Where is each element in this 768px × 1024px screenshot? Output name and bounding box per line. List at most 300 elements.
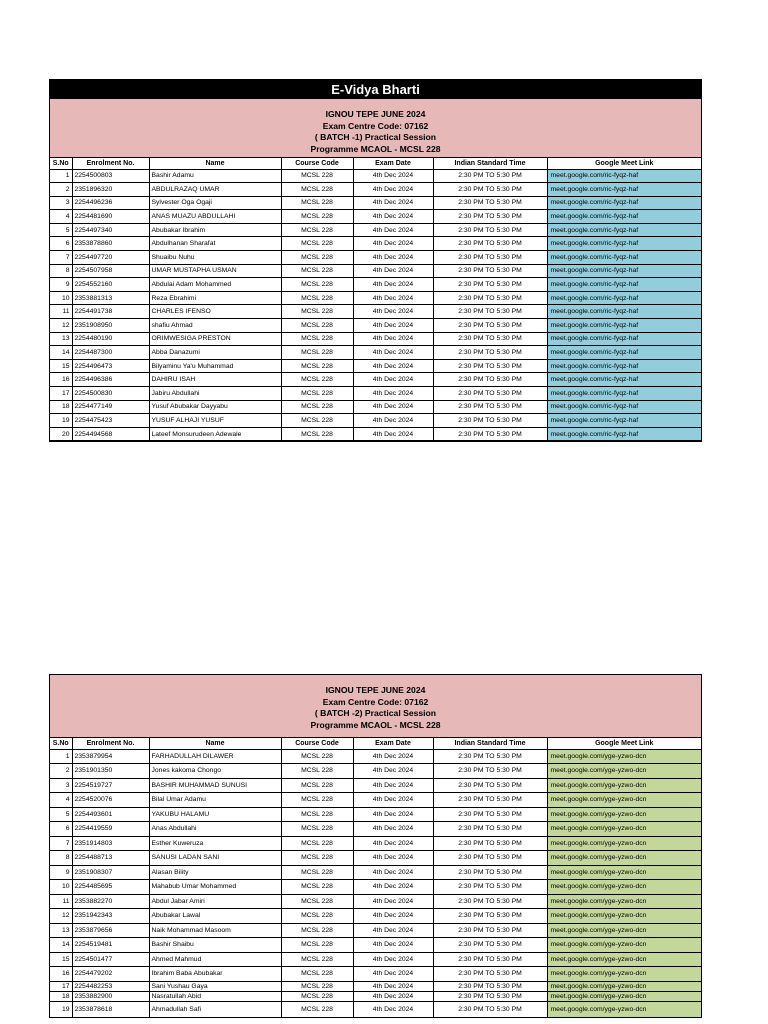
cell-exam-time: 2:30 PM TO 5:30 PM: [433, 991, 547, 1001]
cell-sno: 5: [50, 223, 72, 237]
cell-student-name: ANAS MUAZU ABDULLAHI: [149, 210, 281, 224]
cell-student-name: Ibrahim Baba Abubakar: [149, 967, 281, 982]
cell-exam-time: 2:30 PM TO 5:30 PM: [433, 822, 547, 837]
col-header-enrolment: Enrolment No.: [72, 738, 149, 749]
cell-enrolment-no: 2254480190: [72, 332, 149, 346]
cell-exam-time: 2:30 PM TO 5:30 PM: [433, 359, 547, 373]
col-header-name: Name: [149, 738, 281, 749]
cell-student-name: Esther Kuweruza: [149, 836, 281, 851]
cell-student-name: Naik Mohammad Masoom: [149, 923, 281, 938]
table-row: [50, 169, 701, 183]
cell-enrolment-no: 2353878618: [72, 1001, 149, 1017]
table-header-row: [50, 158, 701, 169]
cell-sno: 15: [50, 952, 72, 967]
cell-exam-date: 4th Dec 2024: [353, 764, 433, 779]
cell-enrolment-no: 2254487300: [72, 346, 149, 360]
cell-meet-link[interactable]: meet.google.com/ric-fyqz-haf: [547, 332, 701, 346]
cell-exam-date: 4th Dec 2024: [353, 373, 433, 387]
cell-enrolment-no: 2353881313: [72, 291, 149, 305]
cell-exam-time: 2:30 PM TO 5:30 PM: [433, 836, 547, 851]
cell-exam-date: 4th Dec 2024: [353, 278, 433, 292]
cell-course-code: MCSL 228: [281, 1001, 353, 1017]
batch1-header: [50, 99, 701, 158]
cell-sno: 4: [50, 210, 72, 224]
table-row: [50, 880, 701, 895]
cell-exam-time: 2:30 PM TO 5:30 PM: [433, 865, 547, 880]
cell-exam-date: 4th Dec 2024: [353, 938, 433, 953]
cell-student-name: Ahmed Mahmud: [149, 952, 281, 967]
cell-exam-date: 4th Dec 2024: [353, 793, 433, 808]
cell-meet-link[interactable]: meet.google.com/yge-yzwo-dcn: [547, 991, 701, 1001]
cell-course-code: MCSL 228: [281, 793, 353, 808]
cell-meet-link[interactable]: meet.google.com/yge-yzwo-dcn: [547, 764, 701, 779]
cell-student-name: Nasratullah Abid: [149, 991, 281, 1001]
cell-enrolment-no: 2353878860: [72, 237, 149, 251]
batch1-table: [50, 158, 701, 441]
cell-student-name: Jones kakoma Chongo: [149, 764, 281, 779]
table-row: [50, 319, 701, 333]
table-row: [50, 251, 701, 265]
cell-sno: 7: [50, 251, 72, 265]
col-header-course-code: Course Code: [281, 158, 353, 169]
table-row: [50, 749, 701, 764]
cell-course-code: MCSL 228: [281, 346, 353, 360]
cell-exam-time: 2:30 PM TO 5:30 PM: [433, 223, 547, 237]
cell-sno: 17: [50, 981, 72, 991]
cell-sno: 13: [50, 332, 72, 346]
cell-enrolment-no: 2254488713: [72, 851, 149, 866]
cell-enrolment-no: 2254496236: [72, 196, 149, 210]
cell-course-code: MCSL 228: [281, 749, 353, 764]
cell-exam-time: 2:30 PM TO 5:30 PM: [433, 749, 547, 764]
cell-exam-date: 4th Dec 2024: [353, 223, 433, 237]
cell-exam-time: 2:30 PM TO 5:30 PM: [433, 909, 547, 924]
cell-sno: 18: [50, 991, 72, 1001]
cell-meet-link[interactable]: meet.google.com/ric-fyqz-haf: [547, 169, 701, 183]
cell-exam-time: 2:30 PM TO 5:30 PM: [433, 319, 547, 333]
cell-meet-link[interactable]: meet.google.com/ric-fyqz-haf: [547, 387, 701, 401]
cell-sno: 14: [50, 346, 72, 360]
cell-course-code: MCSL 228: [281, 183, 353, 197]
table-row: [50, 807, 701, 822]
cell-student-name: shafiu Ahmad: [149, 319, 281, 333]
cell-enrolment-no: 2254520076: [72, 793, 149, 808]
cell-student-name: Anas Abdullahi: [149, 822, 281, 837]
cell-enrolment-no: 2351914803: [72, 836, 149, 851]
cell-sno: 12: [50, 909, 72, 924]
header-line-exam: IGNOU TEPE JUNE 2024: [325, 685, 426, 695]
cell-sno: 2: [50, 183, 72, 197]
cell-enrolment-no: 2351901350: [72, 764, 149, 779]
cell-student-name: Lateef Monsurudeen Adewale: [149, 427, 281, 441]
cell-course-code: MCSL 228: [281, 264, 353, 278]
cell-enrolment-no: 2254500830: [72, 387, 149, 401]
table-row: [50, 991, 701, 1001]
cell-exam-date: 4th Dec 2024: [353, 807, 433, 822]
batch2-rows: [50, 749, 701, 1017]
cell-meet-link[interactable]: meet.google.com/yge-yzwo-dcn: [547, 938, 701, 953]
cell-meet-link[interactable]: meet.google.com/yge-yzwo-dcn: [547, 822, 701, 837]
cell-student-name: UMAR MUSTAPHA USMAN: [149, 264, 281, 278]
cell-course-code: MCSL 228: [281, 836, 353, 851]
cell-meet-link[interactable]: meet.google.com/yge-yzwo-dcn: [547, 952, 701, 967]
table-row: [50, 210, 701, 224]
cell-student-name: Bilyaminu Ya'u Muhammad: [149, 359, 281, 373]
cell-exam-date: 4th Dec 2024: [353, 836, 433, 851]
cell-exam-date: 4th Dec 2024: [353, 400, 433, 414]
cell-student-name: BASHIR MUHAMMAD SUNUSI: [149, 778, 281, 793]
table-row: [50, 183, 701, 197]
table-row: [50, 278, 701, 292]
cell-student-name: Jabiru Abdullahi: [149, 387, 281, 401]
cell-course-code: MCSL 228: [281, 278, 353, 292]
cell-exam-date: 4th Dec 2024: [353, 305, 433, 319]
col-header-ist: Indian Standard Time: [433, 738, 547, 749]
cell-exam-date: 4th Dec 2024: [353, 291, 433, 305]
cell-enrolment-no: 2254494568: [72, 427, 149, 441]
cell-student-name: Ahmadullah Safi: [149, 1001, 281, 1017]
cell-enrolment-no: 2254496473: [72, 359, 149, 373]
cell-student-name: Abubakar Ibrahim: [149, 223, 281, 237]
cell-student-name: ABDULRAZAQ UMAR: [149, 183, 281, 197]
cell-meet-link[interactable]: meet.google.com/yge-yzwo-dcn: [547, 851, 701, 866]
cell-exam-date: 4th Dec 2024: [353, 981, 433, 991]
cell-exam-time: 2:30 PM TO 5:30 PM: [433, 251, 547, 265]
cell-enrolment-no: 2353882900: [72, 991, 149, 1001]
cell-sno: 3: [50, 778, 72, 793]
cell-exam-date: 4th Dec 2024: [353, 169, 433, 183]
cell-sno: 11: [50, 305, 72, 319]
cell-course-code: MCSL 228: [281, 778, 353, 793]
cell-enrolment-no: 2254501477: [72, 952, 149, 967]
cell-meet-link[interactable]: meet.google.com/yge-yzwo-dcn: [547, 836, 701, 851]
table-row: [50, 373, 701, 387]
cell-meet-link[interactable]: meet.google.com/ric-fyqz-haf: [547, 278, 701, 292]
cell-sno: 1: [50, 169, 72, 183]
cell-enrolment-no: 2254519481: [72, 938, 149, 953]
table-row: [50, 865, 701, 880]
cell-meet-link[interactable]: meet.google.com/ric-fyqz-haf: [547, 251, 701, 265]
cell-exam-time: 2:30 PM TO 5:30 PM: [433, 967, 547, 982]
cell-exam-date: 4th Dec 2024: [353, 923, 433, 938]
cell-meet-link[interactable]: meet.google.com/yge-yzwo-dcn: [547, 894, 701, 909]
cell-exam-date: 4th Dec 2024: [353, 952, 433, 967]
cell-exam-date: 4th Dec 2024: [353, 196, 433, 210]
cell-exam-date: 4th Dec 2024: [353, 822, 433, 837]
cell-enrolment-no: 2351896320: [72, 183, 149, 197]
cell-course-code: MCSL 228: [281, 332, 353, 346]
cell-meet-link[interactable]: meet.google.com/ric-fyqz-haf: [547, 264, 701, 278]
cell-exam-date: 4th Dec 2024: [353, 332, 433, 346]
cell-enrolment-no: 2254481690: [72, 210, 149, 224]
cell-enrolment-no: 2254493601: [72, 807, 149, 822]
header-line-exam: IGNOU TEPE JUNE 2024: [325, 109, 426, 119]
table-row: [50, 223, 701, 237]
cell-sno: 1: [50, 749, 72, 764]
cell-student-name: FARHADULLAH DILAWER: [149, 749, 281, 764]
cell-exam-date: 4th Dec 2024: [353, 909, 433, 924]
cell-sno: 19: [50, 414, 72, 428]
cell-sno: 16: [50, 967, 72, 982]
cell-meet-link[interactable]: meet.google.com/yge-yzwo-dcn: [547, 909, 701, 924]
cell-enrolment-no: 2254497340: [72, 223, 149, 237]
col-header-exam-date: Exam Date: [353, 738, 433, 749]
cell-exam-time: 2:30 PM TO 5:30 PM: [433, 807, 547, 822]
cell-meet-link[interactable]: meet.google.com/ric-fyqz-haf: [547, 427, 701, 441]
table-row: [50, 237, 701, 251]
cell-exam-time: 2:30 PM TO 5:30 PM: [433, 981, 547, 991]
cell-course-code: MCSL 228: [281, 359, 353, 373]
cell-exam-time: 2:30 PM TO 5:30 PM: [433, 793, 547, 808]
cell-meet-link[interactable]: meet.google.com/yge-yzwo-dcn: [547, 749, 701, 764]
cell-course-code: MCSL 228: [281, 223, 353, 237]
cell-student-name: CHARLES IFENSO: [149, 305, 281, 319]
table-row: [50, 414, 701, 428]
cell-student-name: ORIMWESIGA PRESTON: [149, 332, 281, 346]
table-row: [50, 909, 701, 924]
cell-exam-time: 2:30 PM TO 5:30 PM: [433, 764, 547, 779]
cell-exam-date: 4th Dec 2024: [353, 346, 433, 360]
cell-exam-time: 2:30 PM TO 5:30 PM: [433, 880, 547, 895]
cell-meet-link[interactable]: meet.google.com/yge-yzwo-dcn: [547, 1001, 701, 1017]
cell-meet-link[interactable]: meet.google.com/ric-fyqz-haf: [547, 319, 701, 333]
cell-meet-link[interactable]: meet.google.com/ric-fyqz-haf: [547, 291, 701, 305]
cell-student-name: Alasan Bility: [149, 865, 281, 880]
cell-exam-time: 2:30 PM TO 5:30 PM: [433, 952, 547, 967]
cell-sno: 16: [50, 373, 72, 387]
cell-exam-time: 2:30 PM TO 5:30 PM: [433, 387, 547, 401]
cell-course-code: MCSL 228: [281, 967, 353, 982]
cell-meet-link[interactable]: meet.google.com/ric-fyqz-haf: [547, 305, 701, 319]
cell-student-name: Abdul Jabar Amiri: [149, 894, 281, 909]
cell-student-name: Reza Ebrahimi: [149, 291, 281, 305]
cell-exam-time: 2:30 PM TO 5:30 PM: [433, 427, 547, 441]
cell-course-code: MCSL 228: [281, 196, 353, 210]
cell-course-code: MCSL 228: [281, 880, 353, 895]
cell-course-code: MCSL 228: [281, 387, 353, 401]
cell-exam-time: 2:30 PM TO 5:30 PM: [433, 332, 547, 346]
cell-enrolment-no: 2351908307: [72, 865, 149, 880]
col-header-course-code: Course Code: [281, 738, 353, 749]
header-line-batch: ( BATCH -1) Practical Session: [314, 132, 437, 143]
cell-student-name: Shuaibu Nuhu: [149, 251, 281, 265]
cell-sno: 19: [50, 1001, 72, 1017]
cell-sno: 3: [50, 196, 72, 210]
cell-enrolment-no: 2254475423: [72, 414, 149, 428]
cell-student-name: Abdulai Adam Mohammed: [149, 278, 281, 292]
cell-enrolment-no: 2353879656: [72, 923, 149, 938]
cell-meet-link[interactable]: meet.google.com/ric-fyqz-haf: [547, 359, 701, 373]
cell-enrolment-no: 2254507958: [72, 264, 149, 278]
cell-enrolment-no: 2254519727: [72, 778, 149, 793]
col-header-name: Name: [149, 158, 281, 169]
cell-exam-date: 4th Dec 2024: [353, 894, 433, 909]
cell-student-name: DAHIRU ISAH: [149, 373, 281, 387]
cell-student-name: Abdulhanan Sharafat: [149, 237, 281, 251]
cell-sno: 4: [50, 793, 72, 808]
cell-exam-date: 4th Dec 2024: [353, 387, 433, 401]
brand-title: E-Vidya Bharti: [50, 80, 701, 99]
cell-enrolment-no: 2254497720: [72, 251, 149, 265]
cell-course-code: MCSL 228: [281, 210, 353, 224]
batch1-rows: [50, 169, 701, 441]
cell-exam-time: 2:30 PM TO 5:30 PM: [433, 183, 547, 197]
header-line-centre: Exam Centre Code: 07162: [322, 120, 429, 131]
cell-course-code: MCSL 228: [281, 400, 353, 414]
cell-student-name: Sylvester Oga Ogaji: [149, 196, 281, 210]
cell-exam-date: 4th Dec 2024: [353, 427, 433, 441]
cell-exam-date: 4th Dec 2024: [353, 237, 433, 251]
cell-exam-time: 2:30 PM TO 5:30 PM: [433, 894, 547, 909]
cell-exam-date: 4th Dec 2024: [353, 778, 433, 793]
col-header-meet-link: Google Meet Link: [547, 158, 701, 169]
cell-meet-link[interactable]: meet.google.com/ric-fyqz-haf: [547, 223, 701, 237]
header-line-batch: ( BATCH -2) Practical Session: [314, 708, 437, 719]
cell-meet-link[interactable]: meet.google.com/yge-yzwo-dcn: [547, 880, 701, 895]
cell-sno: 10: [50, 880, 72, 895]
cell-enrolment-no: 2254491738: [72, 305, 149, 319]
cell-meet-link[interactable]: meet.google.com/yge-yzwo-dcn: [547, 807, 701, 822]
cell-enrolment-no: 2351942343: [72, 909, 149, 924]
cell-meet-link[interactable]: meet.google.com/yge-yzwo-dcn: [547, 981, 701, 991]
cell-student-name: Mahabub Umar Mohammed: [149, 880, 281, 895]
cell-course-code: MCSL 228: [281, 373, 353, 387]
table-row: [50, 387, 701, 401]
col-header-sno: S.No: [50, 738, 72, 749]
cell-sno: 13: [50, 923, 72, 938]
cell-student-name: Bilal Umar Adamu: [149, 793, 281, 808]
cell-course-code: MCSL 228: [281, 923, 353, 938]
cell-sno: 8: [50, 264, 72, 278]
cell-exam-date: 4th Dec 2024: [353, 414, 433, 428]
cell-exam-time: 2:30 PM TO 5:30 PM: [433, 778, 547, 793]
cell-course-code: MCSL 228: [281, 764, 353, 779]
batch2-table: [50, 738, 701, 1018]
col-header-enrolment: Enrolment No.: [72, 158, 149, 169]
cell-exam-time: 2:30 PM TO 5:30 PM: [433, 278, 547, 292]
cell-enrolment-no: 2254477149: [72, 400, 149, 414]
table-row: [50, 427, 701, 441]
table-row: [50, 967, 701, 982]
table-row: [50, 952, 701, 967]
cell-exam-time: 2:30 PM TO 5:30 PM: [433, 237, 547, 251]
cell-sno: 6: [50, 237, 72, 251]
cell-sno: 7: [50, 836, 72, 851]
cell-meet-link[interactable]: meet.google.com/ric-fyqz-haf: [547, 183, 701, 197]
cell-exam-time: 2:30 PM TO 5:30 PM: [433, 923, 547, 938]
cell-student-name: Abubakar Lawal: [149, 909, 281, 924]
table-row: [50, 836, 701, 851]
cell-exam-time: 2:30 PM TO 5:30 PM: [433, 264, 547, 278]
cell-exam-date: 4th Dec 2024: [353, 749, 433, 764]
cell-meet-link[interactable]: meet.google.com/ric-fyqz-haf: [547, 346, 701, 360]
table-row: [50, 793, 701, 808]
cell-exam-date: 4th Dec 2024: [353, 1001, 433, 1017]
cell-meet-link[interactable]: meet.google.com/yge-yzwo-dcn: [547, 865, 701, 880]
cell-exam-date: 4th Dec 2024: [353, 991, 433, 1001]
cell-course-code: MCSL 228: [281, 865, 353, 880]
table-row: [50, 1001, 701, 1017]
header-line-programme: Programme MCAOL - MCSL 228: [310, 719, 441, 730]
cell-course-code: MCSL 228: [281, 851, 353, 866]
cell-exam-time: 2:30 PM TO 5:30 PM: [433, 414, 547, 428]
cell-student-name: SANUSI LADAN SANI: [149, 851, 281, 866]
col-header-ist: Indian Standard Time: [433, 158, 547, 169]
cell-meet-link[interactable]: meet.google.com/ric-fyqz-haf: [547, 210, 701, 224]
cell-sno: 15: [50, 359, 72, 373]
cell-sno: 5: [50, 807, 72, 822]
cell-meet-link[interactable]: meet.google.com/ric-fyqz-haf: [547, 400, 701, 414]
cell-meet-link[interactable]: meet.google.com/ric-fyqz-haf: [547, 414, 701, 428]
cell-meet-link[interactable]: meet.google.com/yge-yzwo-dcn: [547, 778, 701, 793]
cell-student-name: Bashir Shaibu: [149, 938, 281, 953]
table-row: [50, 291, 701, 305]
cell-enrolment-no: 2353882270: [72, 894, 149, 909]
table-row: [50, 938, 701, 953]
cell-meet-link[interactable]: meet.google.com/yge-yzwo-dcn: [547, 923, 701, 938]
cell-meet-link[interactable]: meet.google.com/ric-fyqz-haf: [547, 196, 701, 210]
cell-exam-date: 4th Dec 2024: [353, 865, 433, 880]
table-row: [50, 822, 701, 837]
cell-course-code: MCSL 228: [281, 414, 353, 428]
cell-course-code: MCSL 228: [281, 991, 353, 1001]
cell-student-name: Bashir Adamu: [149, 169, 281, 183]
cell-exam-date: 4th Dec 2024: [353, 851, 433, 866]
header-line-centre: Exam Centre Code: 07162: [322, 696, 429, 707]
table-row: [50, 264, 701, 278]
cell-student-name: YUSUF ALHAJI YUSUF: [149, 414, 281, 428]
cell-course-code: MCSL 228: [281, 894, 353, 909]
cell-exam-time: 2:30 PM TO 5:30 PM: [433, 938, 547, 953]
cell-course-code: MCSL 228: [281, 807, 353, 822]
cell-student-name: Sani Yushau Gaya: [149, 981, 281, 991]
cell-exam-time: 2:30 PM TO 5:30 PM: [433, 400, 547, 414]
cell-enrolment-no: 2254485695: [72, 880, 149, 895]
cell-course-code: MCSL 228: [281, 319, 353, 333]
cell-course-code: MCSL 228: [281, 251, 353, 265]
col-header-meet-link: Google Meet Link: [547, 738, 701, 749]
cell-meet-link[interactable]: meet.google.com/ric-fyqz-haf: [547, 373, 701, 387]
cell-exam-date: 4th Dec 2024: [353, 210, 433, 224]
cell-enrolment-no: 2254496386: [72, 373, 149, 387]
cell-course-code: MCSL 228: [281, 938, 353, 953]
cell-exam-time: 2:30 PM TO 5:30 PM: [433, 851, 547, 866]
table-row: [50, 332, 701, 346]
cell-exam-time: 2:30 PM TO 5:30 PM: [433, 210, 547, 224]
cell-course-code: MCSL 228: [281, 822, 353, 837]
cell-student-name: YAKUBU HALAMU: [149, 807, 281, 822]
cell-course-code: MCSL 228: [281, 305, 353, 319]
cell-meet-link[interactable]: meet.google.com/yge-yzwo-dcn: [547, 793, 701, 808]
col-header-sno: S.No: [50, 158, 72, 169]
cell-exam-date: 4th Dec 2024: [353, 183, 433, 197]
cell-enrolment-no: 2254552160: [72, 278, 149, 292]
cell-sno: 6: [50, 822, 72, 837]
cell-meet-link[interactable]: meet.google.com/yge-yzwo-dcn: [547, 967, 701, 982]
cell-exam-date: 4th Dec 2024: [353, 319, 433, 333]
cell-enrolment-no: 2351908950: [72, 319, 149, 333]
cell-course-code: MCSL 228: [281, 427, 353, 441]
cell-exam-time: 2:30 PM TO 5:30 PM: [433, 291, 547, 305]
cell-exam-date: 4th Dec 2024: [353, 967, 433, 982]
cell-enrolment-no: 2254500803: [72, 169, 149, 183]
cell-meet-link[interactable]: meet.google.com/ric-fyqz-haf: [547, 237, 701, 251]
cell-exam-time: 2:30 PM TO 5:30 PM: [433, 169, 547, 183]
table-row: [50, 346, 701, 360]
cell-course-code: MCSL 228: [281, 981, 353, 991]
table-row: [50, 196, 701, 210]
cell-student-name: Yusuf Abubakar Dayyabu: [149, 400, 281, 414]
